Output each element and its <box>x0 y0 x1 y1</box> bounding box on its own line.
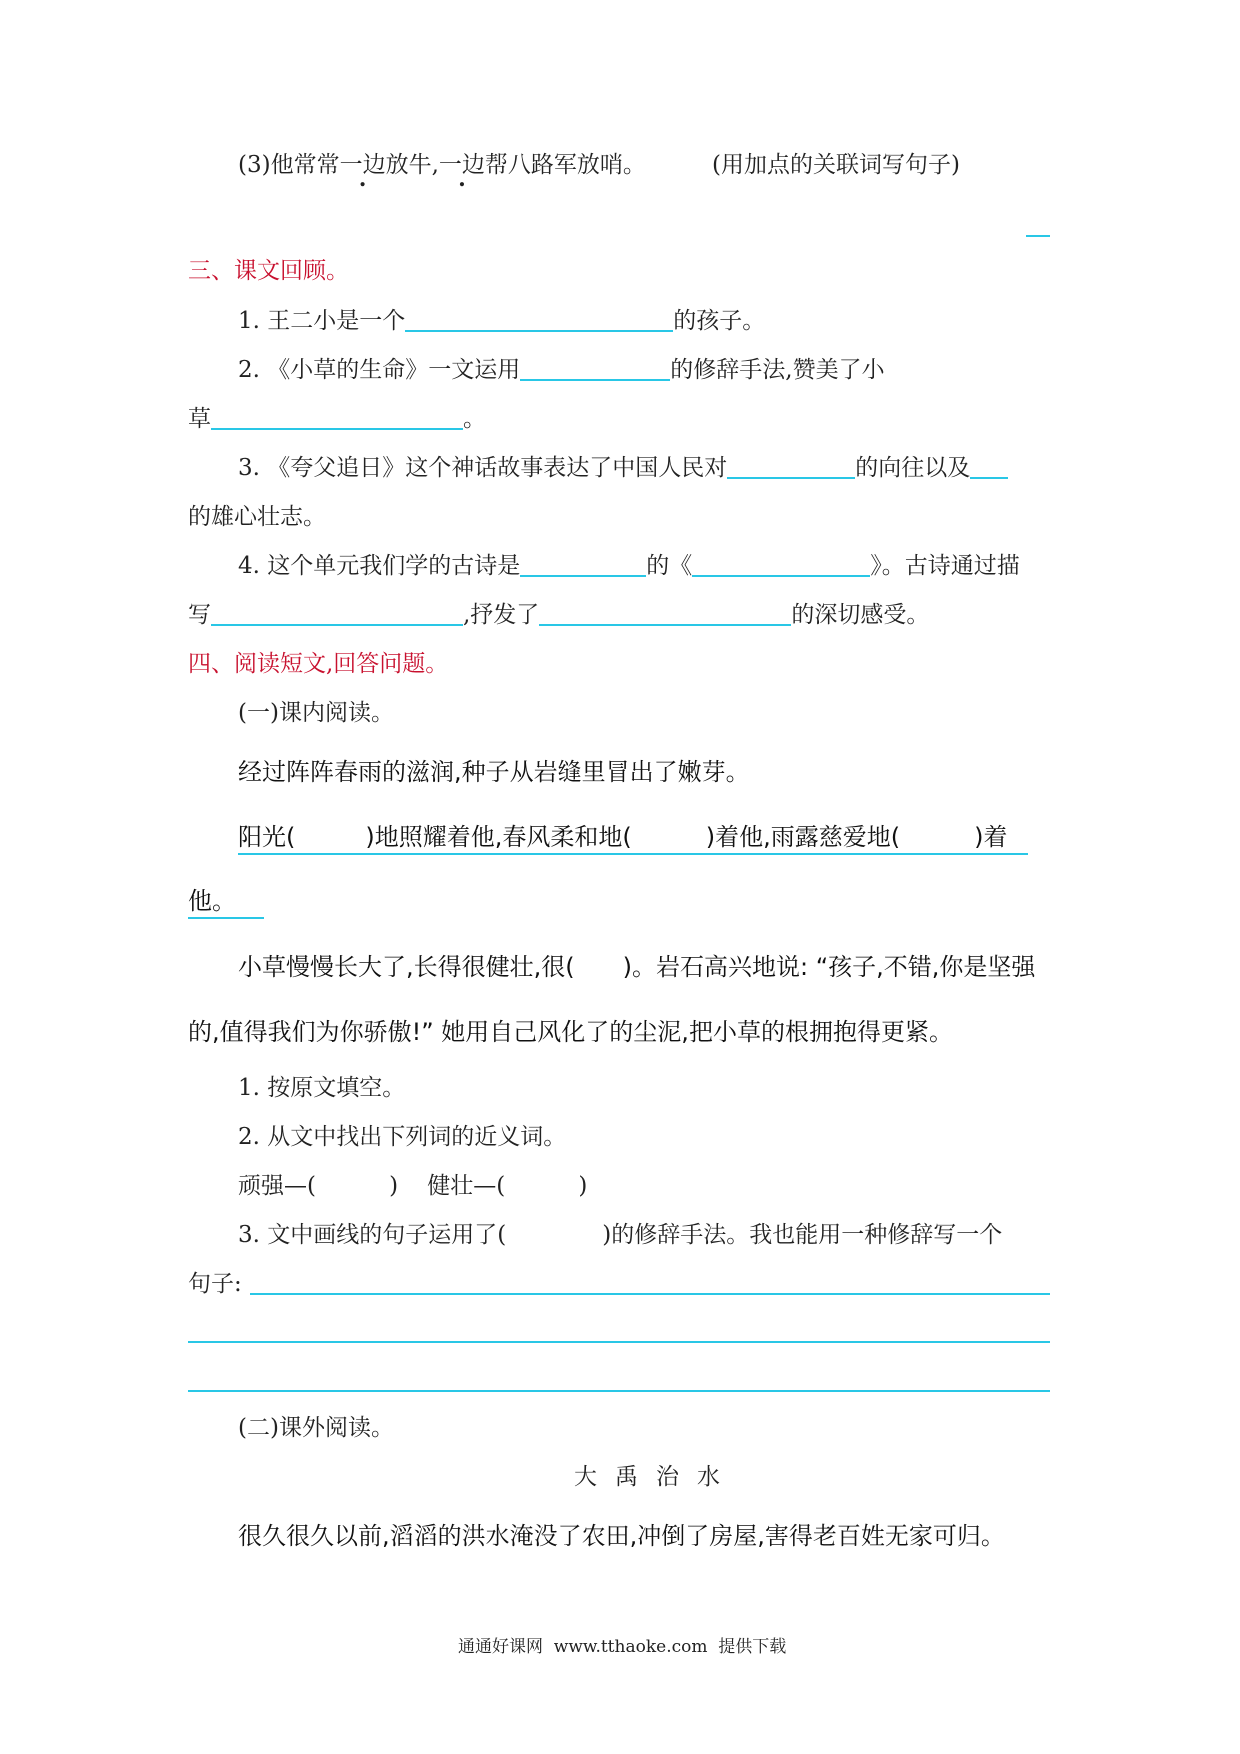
sec3-item1 <box>238 306 765 336</box>
passage-para1: 经过阵阵春雨的滋润,种子从岩缝里冒出了嫩芽。 <box>238 758 750 786</box>
sec3-item2-line2 <box>188 404 486 434</box>
question3-text: 3. 文中画线的句子运用了( <box>238 1222 507 1248</box>
q3-number: (3) <box>238 152 271 178</box>
q3-dotted-word-2: 一边 <box>438 152 485 178</box>
sec3-item4-blank2[interactable] <box>692 551 870 577</box>
section4-heading: 四、阅读短文,回答问题。 <box>188 651 449 677</box>
passage-para3-line2: 的,值得我们为你骄傲!” 她用自己风化了的尘泥,把小草的根拥抱得更紧。 <box>188 1018 953 1046</box>
para2-text-b: )地照耀着他,春风柔和地( <box>365 823 632 851</box>
sec3-item3-blank1[interactable] <box>727 453 855 479</box>
question2-synonyms: 顽强—( ) 健壮—( ) <box>238 1173 588 1199</box>
sec3-item2-line2-text: 草 <box>188 406 211 432</box>
sec3-item2 <box>238 355 885 385</box>
sec3-item1-suffix: 的孩子。 <box>673 308 766 334</box>
passage-para3 <box>238 952 1035 982</box>
sec3-item4-mid: 的《 <box>646 553 693 579</box>
q3-hint: (用加点的关联词写句子) <box>712 152 960 178</box>
story-para1: 很久很久以前,滔滔的洪水淹没了农田,冲倒了房屋,害得老百姓无家可归。 <box>238 1522 1005 1550</box>
para2-underline <box>238 853 1028 855</box>
sec3-item4-text: 4. 这个单元我们学的古诗是 <box>238 553 521 579</box>
sec3-item3-mid: 的向往以及 <box>855 455 971 481</box>
question2: 2. 从文中找出下列词的近义词。 <box>238 1124 567 1150</box>
part1-label: (一)课内阅读。 <box>238 700 394 726</box>
answer-line-2[interactable] <box>188 1341 1050 1343</box>
sec3-item3-text: 3. 《夸父追日》这个神话故事表达了中国人民对 <box>238 455 728 481</box>
section3-heading: 三、课文回顾。 <box>188 258 349 284</box>
para3-text-b: )。岩石高兴地说: “孩子,不错,你是坚强 <box>622 953 1036 981</box>
q3-text-b: 放牛, <box>385 152 439 178</box>
story-title: 大禹治水 <box>574 1464 738 1490</box>
question1: 1. 按原文填空。 <box>238 1075 406 1101</box>
q3-text-a: 他常常 <box>270 152 340 178</box>
sec3-item4 <box>238 551 1020 581</box>
sec3-item2-suffix: 的修辞手法,赞美了小 <box>670 357 885 383</box>
para3-text-a: 小草慢慢长大了,长得很健壮,很( <box>238 953 575 981</box>
sec3-item1-blank[interactable] <box>405 306 673 332</box>
question3 <box>238 1220 1002 1250</box>
q3-dotted-word-1: 一边 <box>339 152 386 178</box>
para2-text-a: 阳光( <box>238 823 296 851</box>
sec3-item4-blank1[interactable] <box>520 551 646 577</box>
sec3-item4-line2 <box>188 600 929 630</box>
sec3-item3-blank2[interactable] <box>970 453 1008 479</box>
passage-para2 <box>238 822 1007 852</box>
sec3-item2-blank1[interactable] <box>520 355 670 381</box>
sec3-item4-blank4[interactable] <box>539 600 791 626</box>
q3-sentence <box>238 150 646 180</box>
sec3-item2-line2-suffix: 。 <box>463 406 486 432</box>
answer-line-1[interactable] <box>250 1293 1050 1295</box>
para2-line2-underline <box>188 917 264 919</box>
footer-credit: 通通好课网 www.tthaoke.com 提供下载 <box>458 1637 787 1657</box>
sec3-item4-line2-text: 写 <box>188 602 211 628</box>
q3-text-c: 帮八路军放哨。 <box>484 152 646 178</box>
sec3-item3 <box>238 453 1008 483</box>
q3-answer-line[interactable] <box>1026 235 1050 237</box>
sec3-item4-blank3[interactable] <box>211 600 463 626</box>
para2-text-d: )着 <box>974 823 1008 851</box>
part2-label: (二)课外阅读。 <box>238 1415 394 1441</box>
sec3-item2-text: 2. 《小草的生命》一文运用 <box>238 357 521 383</box>
answer-line-3[interactable] <box>188 1390 1050 1392</box>
sec3-item2-blank2[interactable] <box>211 404 463 430</box>
sec3-item4-suffix: 》。古诗通过描 <box>870 553 1020 579</box>
passage-para2-line2: 他。 <box>188 887 236 915</box>
sec3-item4-line2-mid: ,抒发了 <box>463 602 540 628</box>
para2-text-c: )着他,雨露慈爱地( <box>705 823 901 851</box>
sec3-item1-text: 1. 王二小是一个 <box>238 308 406 334</box>
question3-suffix: )的修辞手法。我也能用一种修辞写一个 <box>602 1222 1003 1248</box>
sec3-item3-line2: 的雄心壮志。 <box>188 504 326 530</box>
question3-line2: 句子: <box>188 1271 242 1297</box>
sec3-item4-line2-suffix: 的深切感受。 <box>791 602 930 628</box>
